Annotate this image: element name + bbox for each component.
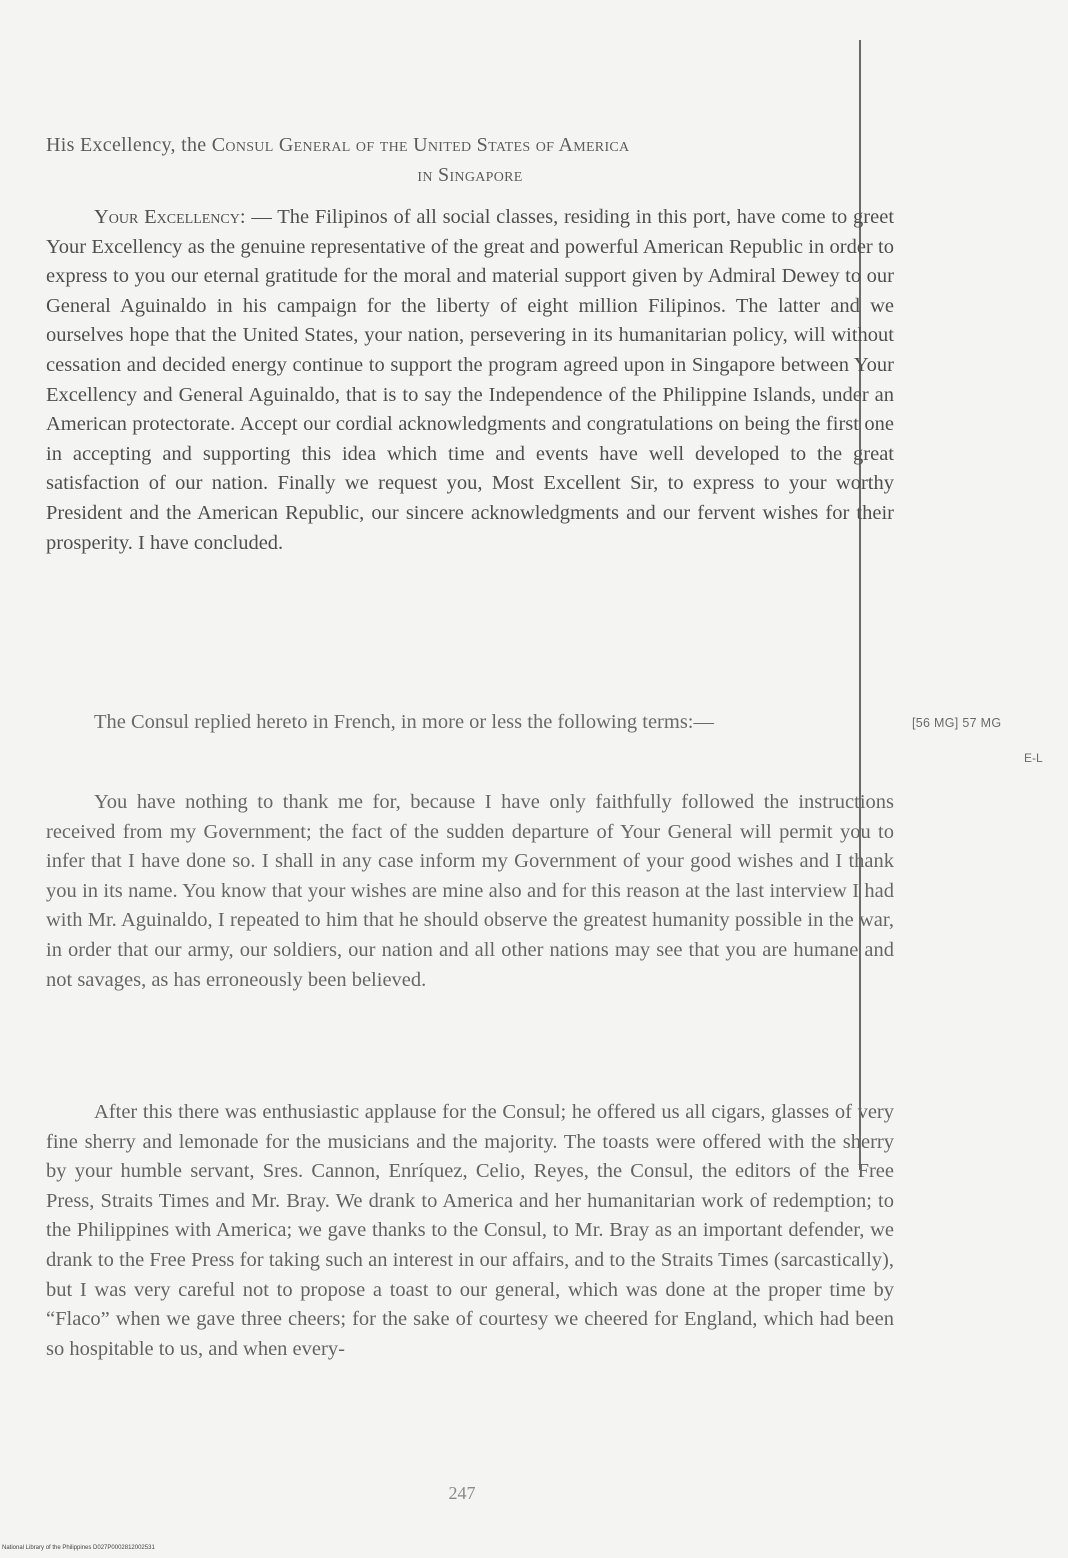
footer-credit: National Library of the Philippines D027P0002812002531	[2, 1545, 155, 1551]
address-body: — The Filipinos of all social classes, residing in this port, have come to greet Your Excellency as the genuine representative of the great and powerful American Republic in order to express to you our eternal gratitude for the moral and material support given by Admiral Dewey to our General Aguinaldo in his campaign for the liberty of eight million Filipinos. The latter and we ourselves hope that the United States, your nation, persevering in its humanitarian policy, will without cessation and decided energy continue to support the program agreed upon in Singapore between Your Excellency and General Aguinaldo, that is to say the Independence of the Philippine Islands, under an American protectorate. Accept our cordial acknowledgments and congratulations on being the first one in accepting and supporting this idea which time and events have well developed to the great satisfaction of our nation. Finally we request you, Most Excellent Sir, to express to your worthy President and the American Republic, our sincere acknowledgments and our fervent wishes for their prosperity. I have concluded.	[46, 206, 895, 554]
consul-intro-paragraph: The Consul replied hereto in French, in more or less the following terms:—	[94, 711, 714, 733]
margin-code-note: E-L	[1024, 751, 1043, 765]
toasts-paragraph: After this there was enthusiastic applause for the Consul; he offered us all cigars, glasses of very fine sherry and lemonade for the musicians and the majority. The toasts were offered with the sherry by your humble servant, Sres. Cannon, Enríquez, Celio, Reyes, the Consul, the editors of the Free Press, Straits Times and Mr. Bray. We drank to America and her humanitarian work of redemption; to the Philippines with America; we gave thanks to the Consul, to Mr. Bray as an important defender, we drank to the Free Press for taking such an interest in our affairs, and to the Straits Times (sarcastically), but I was very careful not to propose a toast to our general, which was done at the proper time by “Flaco” when we gave three cheers; for the sake of courtesy we cheered for England, which had been so hospitable to us, and when every-	[46, 1101, 894, 1360]
heading-prefix: His Excellency, the	[46, 134, 212, 156]
letter-heading	[46, 130, 894, 190]
heading-title: Consul General of the United States of America	[211, 134, 630, 156]
page-number: 247	[448, 1483, 476, 1503]
heading-location: in Singapore	[417, 164, 523, 186]
address-paragraph	[46, 203, 894, 558]
consul-reply-paragraph: You have nothing to thank me for, because I have only faithfully followed the instructions received from my Government; the fact of the sudden departure of Your General will permit you to infer that I have done so. I shall in any case inform my Government of your good wishes and I thank you in its name. You know that your wishes are mine also and for this reason at the last interview I had with Mr. Aguinaldo, I repeated to him that he should observe the greatest humanity possible in the war, in order that our army, our soldiers, our nation and all other nations may see that you are humane and not savages, as has erroneously been believed.	[46, 791, 894, 991]
salutation: Your Excellency:	[94, 206, 246, 228]
margin-reference-note: [56 MG] 57 MG	[912, 716, 1002, 730]
